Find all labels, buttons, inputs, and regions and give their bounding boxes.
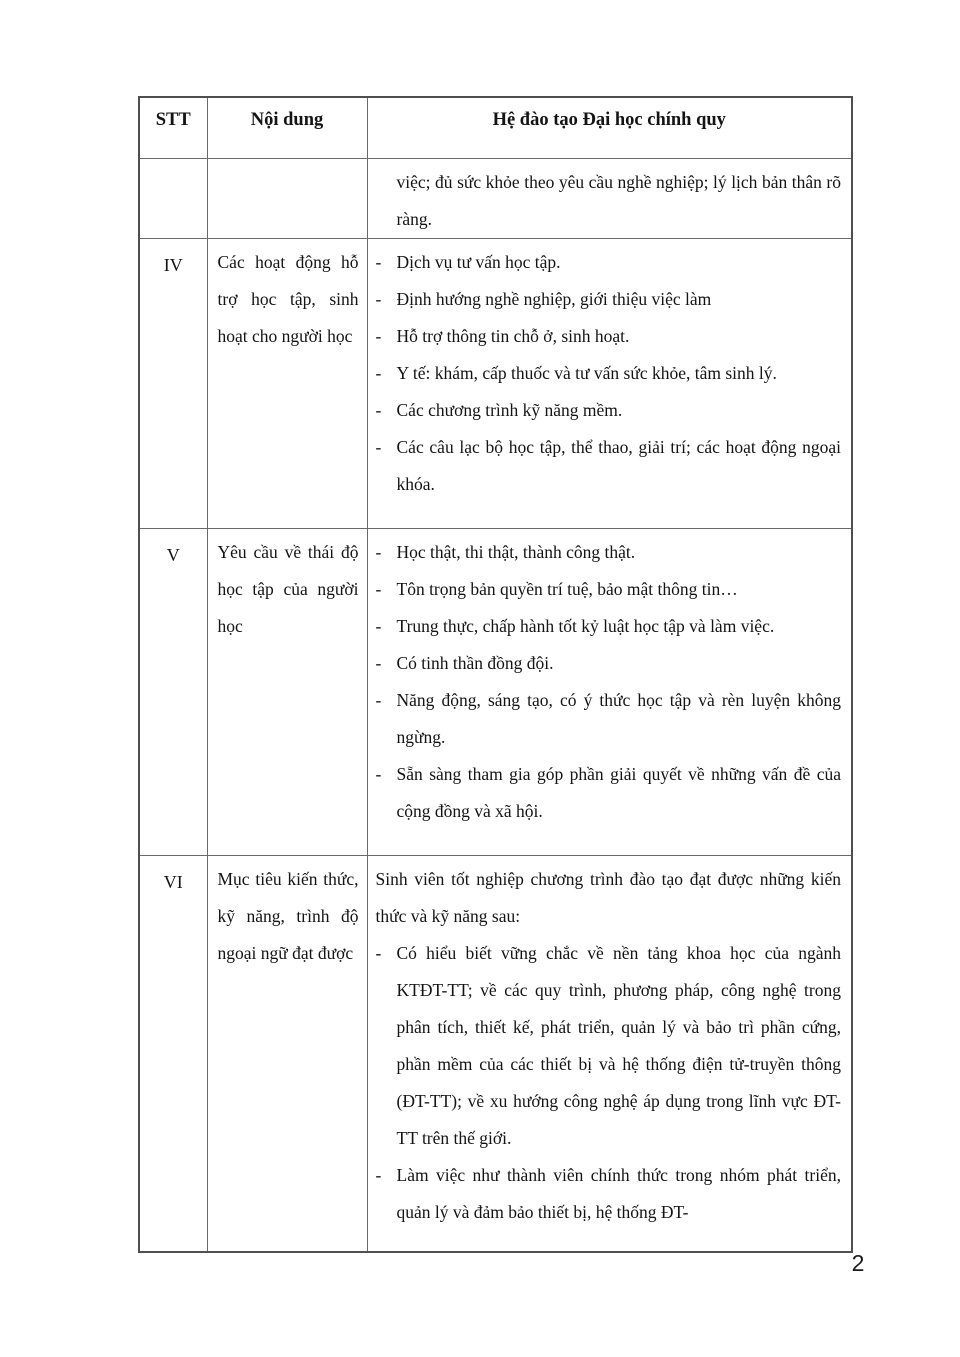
list-item-text: Y tế: khám, cấp thuốc và tư vấn sức khỏe, tâm sinh lý. — [396, 362, 777, 383]
list-item — [376, 355, 842, 392]
bullet-dash: - — [375, 325, 382, 346]
intro-text: Sinh viên tốt nghiệp chương trình đào tạo đạt được những kiến thức và kỹ năng sau: — [375, 868, 841, 926]
list-item — [376, 281, 842, 318]
topic-cell: Các hoạt động hỗ trợ học tập, sinh hoạt cho người học — [207, 238, 367, 528]
list-item-text: Tôn trọng bản quyền trí tuệ, bảo mật thông tin… — [396, 578, 738, 599]
content-cell — [367, 158, 852, 238]
list-item-text: Làm việc như thành viên chính thức trong nhóm phát triển, quản lý và đảm bảo thiết bị, hệ thống ĐT- — [396, 1164, 841, 1222]
list-item-text: Định hướng nghề nghiệp, giới thiệu việc làm — [396, 288, 712, 309]
table-row — [139, 158, 852, 238]
list-item — [376, 608, 842, 645]
bullet-dash: - — [375, 578, 382, 599]
list-item — [376, 244, 842, 281]
topic-cell: Mục tiêu kiến thức, kỹ năng, trình độ ngoại ngữ đạt được — [207, 855, 367, 1252]
content-cell — [367, 238, 852, 528]
list-item — [376, 682, 842, 756]
header-topic: Nội dung — [207, 97, 367, 158]
table-row — [139, 855, 852, 1252]
bullet-dash: - — [375, 436, 382, 457]
list-item — [376, 935, 842, 1157]
bullet-dash: - — [375, 288, 382, 309]
stt-cell: V — [139, 528, 207, 855]
list-item — [376, 318, 842, 355]
bullet-dash: - — [375, 399, 382, 420]
bullet-dash: - — [375, 362, 382, 383]
bullet-dash: - — [375, 763, 382, 784]
bullet-dash: - — [375, 1164, 382, 1185]
list-item-text: Năng động, sáng tạo, có ý thức học tập và rèn luyện không ngừng. — [396, 689, 841, 747]
table-row — [139, 528, 852, 855]
list-item — [376, 429, 842, 503]
stt-cell: VI — [139, 855, 207, 1252]
bullet-dash: - — [375, 652, 382, 673]
list-item — [376, 392, 842, 429]
table-header-row — [139, 97, 852, 158]
program-info-table — [138, 96, 853, 1253]
bullet-dash: - — [375, 251, 382, 272]
topic-cell — [207, 158, 367, 238]
bullet-dash: - — [375, 942, 382, 963]
list-item-text: Các câu lạc bộ học tập, thể thao, giải trí; các hoạt động ngoại khóa. — [396, 436, 841, 494]
list-item — [376, 571, 842, 608]
list-item-text: Các chương trình kỹ năng mềm. — [396, 399, 623, 420]
list-item — [376, 756, 842, 830]
content-cell — [367, 528, 852, 855]
bullet-dash: - — [375, 541, 382, 562]
list-item-text: Có tinh thần đồng đội. — [396, 652, 554, 673]
list-item-text: Học thật, thi thật, thành công thật. — [396, 541, 636, 562]
list-item-text: Dịch vụ tư vấn học tập. — [396, 251, 561, 272]
topic-cell: Yêu cầu về thái độ học tập của người học — [207, 528, 367, 855]
list-item-text: Sẵn sàng tham gia góp phần giải quyết về những vấn đề của cộng đồng và xã hội. — [396, 763, 841, 821]
stt-cell: IV — [139, 238, 207, 528]
bullet-dash: - — [375, 615, 382, 636]
bullet-dash: - — [375, 689, 382, 710]
list-item-text: Có hiểu biết vững chắc về nền tảng khoa học của ngành KTĐT-TT; về các quy trình, phương pháp, công nghệ trong phân tích, thiết kế, phát triển, quản lý và bảo trì phần cứng, phần mềm của các thiết bị và hệ thống điện tử-truyền thông (ĐT-TT); về xu hướng công nghệ áp dụng trong lĩnh vực ĐT-TT trên thế giới. — [396, 942, 841, 1148]
table-row — [139, 238, 852, 528]
list-item-text: Hỗ trợ thông tin chỗ ở, sinh hoạt. — [396, 325, 630, 346]
list-item — [376, 534, 842, 571]
content-cell — [367, 855, 852, 1252]
list-item-text: Trung thực, chấp hành tốt kỷ luật học tập và làm việc. — [396, 615, 775, 636]
stt-cell — [139, 158, 207, 238]
list-item — [376, 645, 842, 682]
page-number: 2 — [851, 1250, 865, 1276]
header-stt: STT — [139, 97, 207, 158]
list-item — [376, 1157, 842, 1231]
header-content: Hệ đào tạo Đại học chính quy — [367, 97, 852, 158]
continuation-text: việc; đủ sức khỏe theo yêu cầu nghề nghiệp; lý lịch bản thân rõ ràng. — [396, 171, 841, 229]
